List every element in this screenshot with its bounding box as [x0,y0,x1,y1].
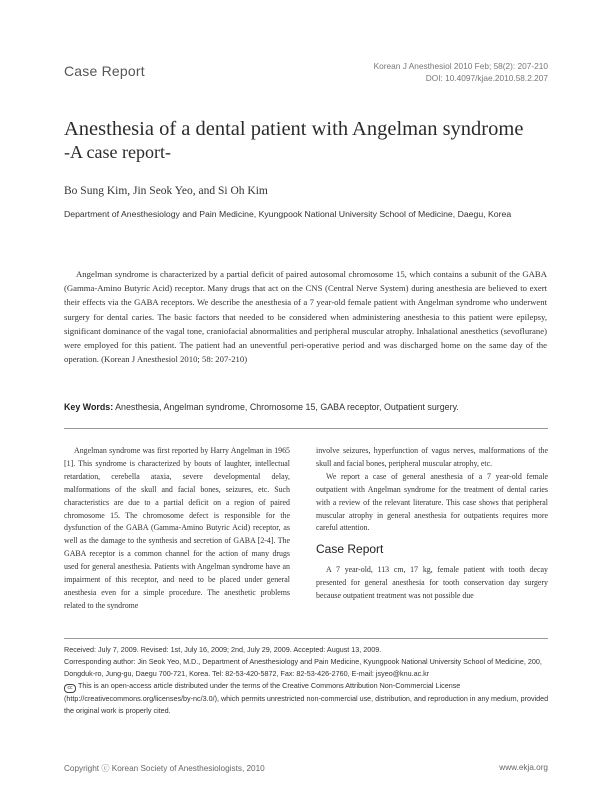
body-column-right [316,445,548,603]
affiliation: Department of Anesthesiology and Pain Medicine, Kyungpook National University School of Medicine, Daegu, Korea [64,209,512,219]
creative-commons-icon: cc [64,684,76,693]
article-subtitle: -A case report- [64,142,171,162]
divider-footnotes [64,638,548,639]
article-title: Anesthesia of a dental patient with Angelman syndrome [64,118,524,140]
footnotes [64,644,550,717]
body-paragraph: We report a case of general anesthesia of a 7 year-old female outpatient with Angelman syndrome for the treatment of dental caries with a review of the relevant literature. This case shows that peripheral muscular atrophy in general anesthesia for outpatients requires more careful attention. [316,471,548,533]
body-column-left [64,445,290,613]
body-paragraph: A 7 year-old, 113 cm, 17 kg, female patient with tooth decay presented for general anesthesia for tooth conservation day surgery because outpatient treatment was not possible due [316,565,548,601]
keywords-text: Anesthesia, Angelman syndrome, Chromosome 15, GABA receptor, Outpatient surgery. [115,402,459,412]
journal-citation [374,60,548,84]
body-paragraph: involve seizures, hyperfunction of vagus nerves, malformations of the skull and facial bones, peripheral muscular atrophy, etc. [316,446,548,468]
received-dates: Received: July 7, 2009. Revised: 1st, July 16, 2009; 2nd, July 29, 2009. Accepted: August 13, 2009. [64,645,382,654]
corresponding-author: Corresponding author: Jin Seok Yeo, M.D., Department of Anesthesiology and Pain Medicine, Kyungpook National University School of Medicine, 200, Dongduk-ro, Jung-gu, Daegu 700-721, Korea. Tel: 82-53-420-5872, Fax: 82-53-426-2760, E-mail: jsyeo@knu.ac.kr [64,657,542,678]
abstract: Angelman syndrome is characterized by a partial deficit of paired autosomal chromosome 15, which contains a subunit of the GABA (Gamma-Amino Butyric Acid) receptor. Many drugs that act on the CNS (Central Nerve System) during anesthesia are believed to exert their effects via the GABA receptors. We describe the anesthesia of a 7 year-old female patient with Angelman syndrome who underwent surgery for dental caries. The basic factors that needed to be considered when administering anesthesia to this patient were epilepsy, significant dominance of the vagal tone, craniofacial abnormalities and peripheral muscular atrophy. Inhalational anesthetics (sevoflurane) were employed for this patient. The patient had an uneventful peri-operative period and was discharged home on the same day of the operation. (Korean J Anesthesiol 2010; 58: 207-210) [64,269,547,365]
copyright: Copyright ⓒ Korean Society of Anesthesiologists, 2010 [64,764,265,773]
body-paragraph: Angelman syndrome was first reported by Harry Angelman in 1965 [1]. This syndrome is characterized by bouts of laughter, intellectual retardation, cerebella ataxia, severe developmental delay, malformations of the skull and facial bones, seizures, etc. Such characteristics are due to a partial deficit on a region of paired chromosome 15. The chromosome defect is responsible for the dysfunction of the GABA (Gamma-Amino Butyric Acid) receptor, as well as the damage to the synthesis and secretion of GABA [2-4]. The GABA receptor is a common channel for the action of many drugs used for general anesthesia. Patients with Angelman syndrome have an impairment of this receptor, and need to be placed under general anesthesia even for a simple procedure. The anesthetic problems related to the syndrome [64,446,290,610]
case-report-heading: Case Report [316,542,384,557]
website-link[interactable]: www.ekja.org [499,763,548,772]
author-list: Bo Sung Kim, Jin Seok Yeo, and Si Oh Kim [64,185,268,197]
license-text: This is an open-access article distributed under the terms of the Creative Commons Attribution Non-Commercial License (http://creativecommons.org/licenses/by-nc/3.0/), which permits unrestricted non-commercial use, distribution, and reproduction in any medium, provided the original work is properly cited. [64,681,549,715]
keywords [64,402,547,412]
journal-citation-line: Korean J Anesthesiol 2010 Feb; 58(2): 207-210 [373,61,548,71]
divider-top [64,428,548,429]
section-label: Case Report [64,63,145,79]
doi-line: DOI: 10.4097/kjae.2010.58.2.207 [425,73,548,83]
license-note [64,680,550,717]
keywords-label: Key Words: [64,402,114,412]
